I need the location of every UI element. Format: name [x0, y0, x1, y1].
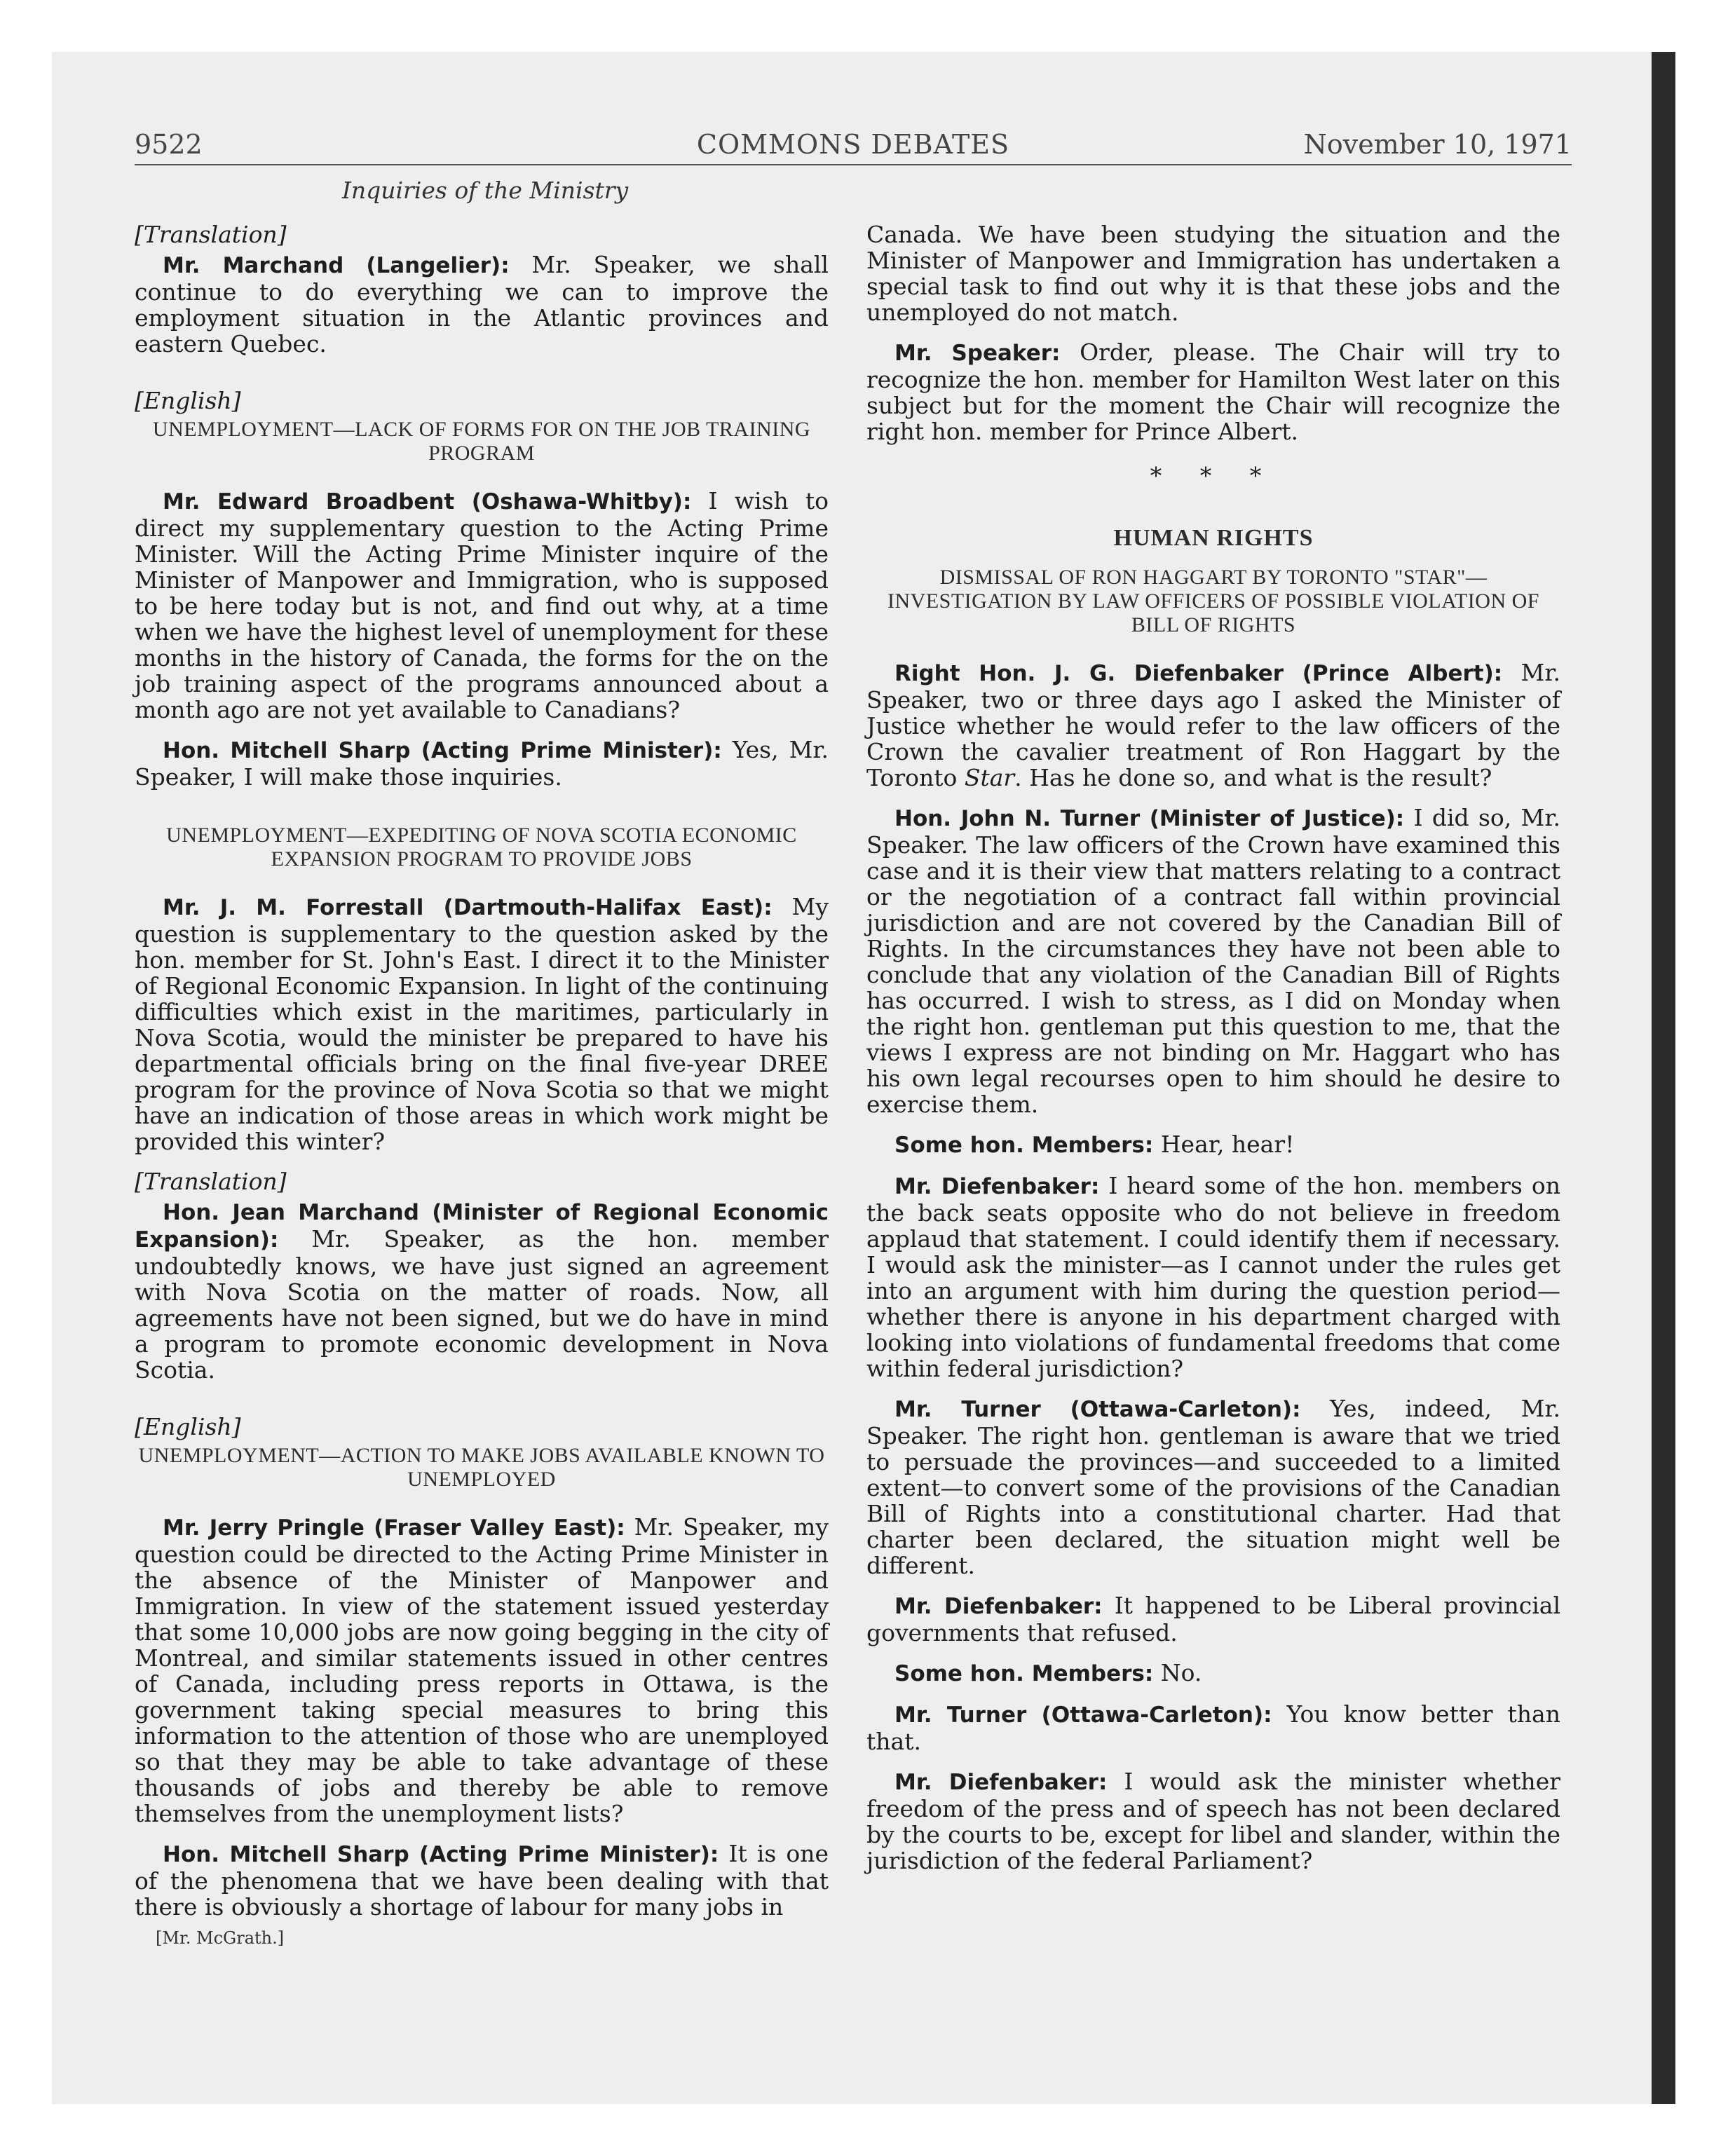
- speaker-name: Mr. Turner (Ottawa-Carleton):: [894, 1397, 1301, 1422]
- speech-paragraph: [866, 1592, 1560, 1646]
- publication-date: November 10, 1971: [1303, 129, 1572, 160]
- speech-paragraph: [135, 894, 829, 1154]
- speech-text: My question is supplementary to the question asked by the hon. member for St. John's East. I direct it to the Minister of Regional Economic Expansion. In light of the continuing difficulties which exist in the maritimes, particularly in Nova Scotia, would the minister be prepared to have his departmental officials bring on the final five-year DREE program for the province of Nova Scotia so that we might have an indication of those areas in which work might be provided this winter?: [135, 893, 829, 1155]
- publication-title: COMMONS DEBATES: [696, 129, 1010, 160]
- speech-paragraph: [135, 1514, 829, 1827]
- speaker-name: Mr. Jerry Pringle (Fraser Valley East):: [163, 1515, 625, 1541]
- speaker-name: Mr. Diefenbaker:: [894, 1770, 1108, 1795]
- speech-text: You know better than that.: [866, 1700, 1560, 1755]
- newspaper-name: Star: [964, 764, 1015, 791]
- speech-paragraph: [866, 1701, 1560, 1754]
- speech-paragraph: [135, 252, 829, 357]
- speech-text: I wish to direct my supplementary question to the Acting Prime Minister. Will the Acting Prime Minister inquire of the Minister of Manpower and Immigration, who is supposed to be here today but is not, and find out why, at a time when we have the highest level of unemployment for these months in the history of Canada, the forms for the on the job training aspect of the programs announced about a month ago are not yet available to Canadians?: [135, 487, 829, 723]
- speech-paragraph: [866, 339, 1560, 444]
- speech-text: I heard some of the hon. members on the back seats opposite who do not believe in freedom applaud that statement. I could identify them if necessary. I would ask the minister—as I cannot under the rules get into an argument with him during the question period—whether there is anyone in his department charged with looking into violations of fundamental freedoms that come within federal jurisdiction?: [866, 1172, 1560, 1382]
- speech-text: Yes, Mr. Speaker, I will make those inquiries.: [135, 736, 829, 791]
- speaker-name: Hon. Mitchell Sharp (Acting Prime Minister):: [163, 1842, 719, 1867]
- speech-text: It happened to be Liberal provincial governments that refused.: [866, 1592, 1560, 1646]
- topic-heading: UNEMPLOYMENT—ACTION TO MAKE JOBS AVAILABLE KNOWN TO UNEMPLOYED: [138, 1444, 825, 1491]
- speech-text: I did so, Mr. Speaker. The law officers of the Crown have examined this case and it is their view that matters relating to a contract or the negotiation of a contract fall within provincial jurisdiction and are not covered by the Canadian Bill of Rights. In the circumstances they have not been able to conclude that any violation of the Canadian Bill of Rights has occurred. I wish to stress, as I did on Monday when the right hon. gentleman put this question to me, that the views I express are not binding on Mr. Haggart who has his own legal recourses open to him should he desire to exercise them.: [866, 804, 1560, 1118]
- speaker-name: Some hon. Members:: [894, 1661, 1154, 1686]
- speech-paragraph: [866, 1173, 1560, 1381]
- speaker-name: Mr. Edward Broadbent (Oshawa-Whitby):: [163, 489, 692, 514]
- speech-paragraph: Canada. We have been studying the situation and the Minister of Manpower and Immigration has undertaken a special task to find out why it is that these jobs and the unemployed do not match.: [866, 221, 1560, 326]
- section-title: Inquiries of the Ministry: [341, 177, 629, 204]
- topic-heading: UNEMPLOYMENT—LACK OF FORMS FOR ON THE JOB TRAINING PROGRAM: [152, 418, 811, 465]
- speaker-name: Some hon. Members:: [894, 1133, 1154, 1158]
- speech-text: Hear, hear!: [1153, 1131, 1295, 1158]
- speech-text: Mr. Speaker, my question could be directed to the Acting Prime Minister in the absence of the Minister of Manpower and Immigration. In view of the statement issued yesterday that some 10,000 jobs are now going begging in the city of Montreal, and similar statements issued in other centres of Canada, including press reports in Ottawa, is the government taking special measures to bring this information to the attention of those who are unemployed so that they may be able to take advantage of these thousands of jobs and thereby be able to remove themselves from the unemployment lists?: [135, 1513, 829, 1827]
- speaker-name: Mr. Speaker:: [894, 341, 1061, 366]
- right-column: [866, 221, 1560, 1888]
- left-column: [135, 221, 829, 1951]
- speech-paragraph: [866, 1131, 1560, 1159]
- speech-text: Mr. Speaker, two or three days ago I asked the Minister of Justice whether he would refer to the law officers of the Crown the cavalier treatment of Ron Haggart by the Toronto: [866, 659, 1560, 791]
- speech-paragraph: [135, 488, 829, 723]
- speaker-name: Hon. Mitchell Sharp (Acting Prime Minister):: [163, 738, 722, 763]
- speech-paragraph: [135, 737, 829, 790]
- speech-text: Mr. Speaker, as the hon. member undoubtedly knows, we have just signed an agreement with Nova Scotia on the matter of roads. Now, all agreements have not been signed, but we do have in mind a program to promote economic development in Nova Scotia.: [135, 1225, 829, 1384]
- language-note: [English]: [135, 387, 241, 414]
- speaker-name: Hon. John N. Turner (Minister of Justice):: [894, 806, 1405, 831]
- speech-paragraph: [866, 660, 1560, 791]
- speaker-name: Mr. Diefenbaker:: [894, 1594, 1103, 1619]
- page-header: [135, 125, 1572, 165]
- speech-text: . Has he done so, and what is the result?: [1014, 764, 1492, 791]
- speaker-name: Hon. Jean Marchand (Minister of Regional Economic Expansion):: [135, 1200, 829, 1253]
- language-note: [Translation]: [135, 221, 287, 248]
- speech-paragraph: [135, 1841, 829, 1920]
- speaker-name: Mr. Diefenbaker:: [894, 1174, 1100, 1199]
- topic-heading: DISMISSAL OF RON HAGGART BY TORONTO "STAR"—INVESTIGATION BY LAW OFFICERS OF POSSIBLE VIOLATION OF BILL OF RIGHTS: [887, 566, 1539, 636]
- speech-text: No.: [1153, 1659, 1202, 1686]
- speech-paragraph: [866, 1660, 1560, 1687]
- scan-edge: [1652, 52, 1675, 2104]
- speaker-name: Mr. J. M. Forrestall (Dartmouth-Halifax East):: [163, 895, 773, 920]
- speech-text: Order, please. The Chair will try to recognize the hon. member for Hamilton West later on this subject but for the moment the Chair will recognize the right hon. member for Prince Albert.: [866, 339, 1561, 445]
- speaker-name: Right Hon. J. G. Diefenbaker (Prince Albert):: [894, 661, 1503, 686]
- speech-paragraph: [866, 805, 1560, 1117]
- language-note: [English]: [135, 1413, 241, 1440]
- speech-paragraph: [866, 1396, 1560, 1578]
- topic-heading: UNEMPLOYMENT—EXPEDITING OF NOVA SCOTIA ECONOMIC EXPANSION PROGRAM TO PROVIDE JOBS: [166, 824, 797, 871]
- speech-paragraph: [135, 1199, 829, 1383]
- speech-paragraph: [866, 1768, 1560, 1874]
- footnote: [Mr. McGrath.]: [156, 1928, 285, 1948]
- speech-text: I would ask the minister whether freedom of the press and of speech has not been declared by the courts to be, except for libel and slander, within the jurisdiction of the federal Parliament?: [866, 1768, 1560, 1874]
- section-heading: HUMAN RIGHTS: [1113, 525, 1314, 551]
- page-number: 9522: [135, 129, 203, 160]
- speaker-name: Mr. Marchand (Langelier):: [163, 253, 510, 278]
- speech-text: Mr. Speaker, we shall continue to do everything we can to improve the employment situation in the Atlantic provinces and eastern Quebec.: [135, 251, 829, 357]
- speech-text: Yes, indeed, Mr. Speaker. The right hon. gentleman is aware that we tried to persuade the provinces—and succeeded to a limited extent—to convert some of the provisions of the Canadian Bill of Rights into a constitutional charter. Had that charter been declared, the situation might well be different.: [866, 1395, 1560, 1579]
- language-note: [Translation]: [135, 1168, 287, 1195]
- section-separator: * * *: [1150, 462, 1277, 489]
- speech-text: It is one of the phenomena that we have been dealing with that there is obviously a shortage of labour for many jobs in: [135, 1840, 829, 1920]
- speaker-name: Mr. Turner (Ottawa-Carleton):: [894, 1703, 1272, 1728]
